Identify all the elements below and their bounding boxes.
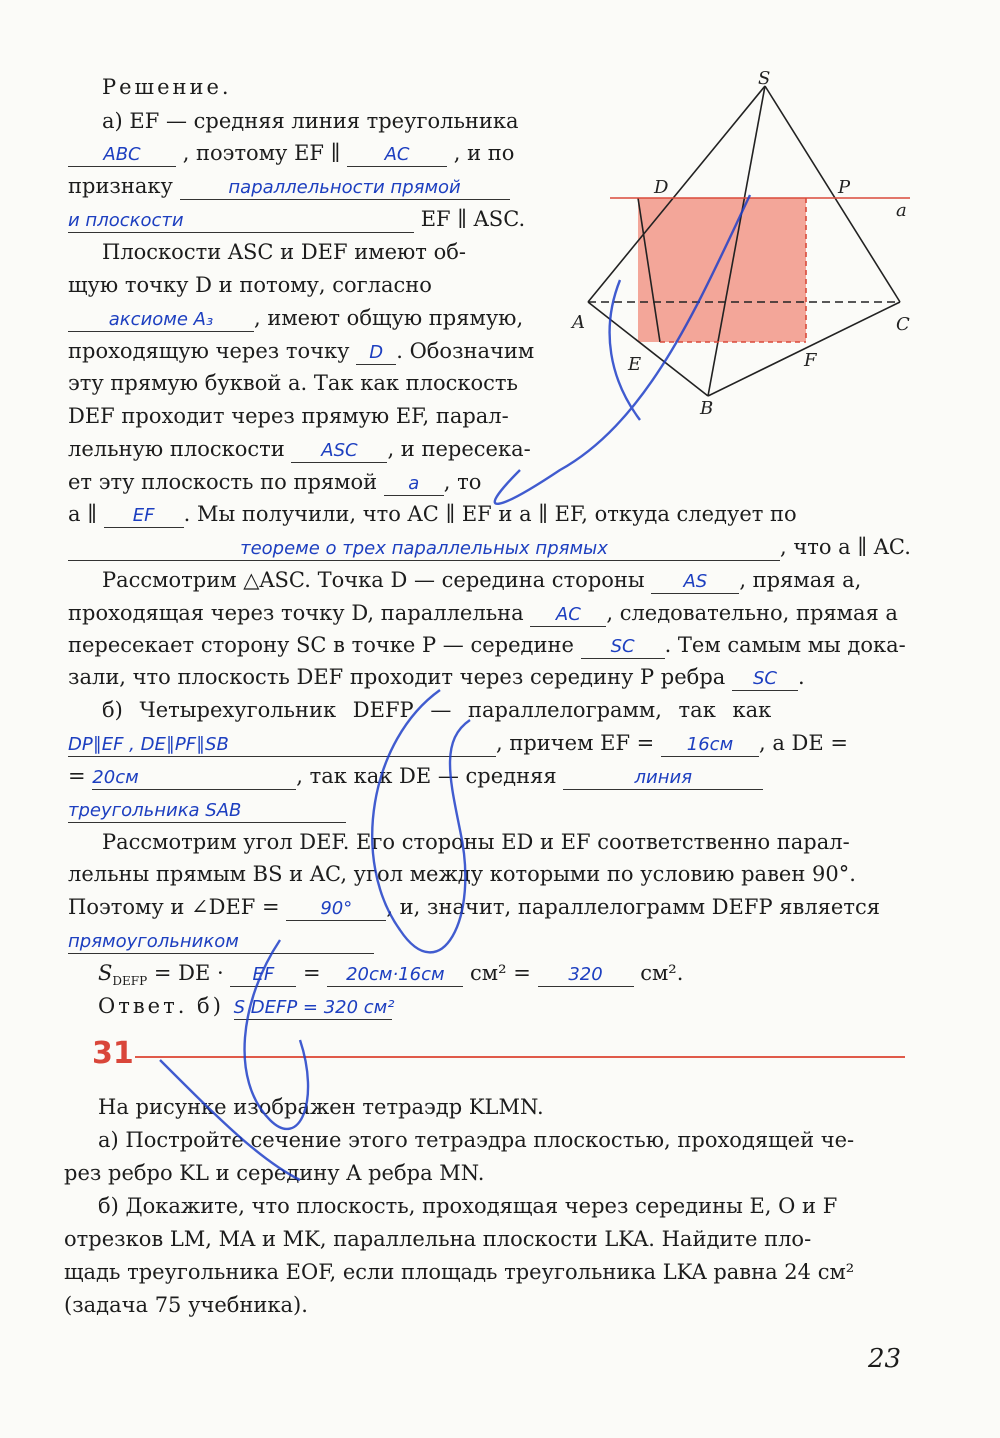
text: DEFP	[112, 974, 148, 989]
text: пересекает сторону SC в точке P — середине	[68, 633, 574, 657]
fill-ef-val: 16см	[661, 734, 759, 757]
fill-sc2: SC	[732, 668, 798, 691]
fill-area-expr: 20см·16см	[327, 964, 463, 987]
text: .	[797, 665, 805, 689]
task31-intro: На рисунке изображен тетраэдр KLMN.	[98, 1095, 544, 1119]
text: S	[98, 961, 113, 985]
text: , и по	[453, 141, 515, 165]
p2-l9	[68, 501, 797, 528]
label-B: B	[700, 398, 714, 418]
text: Поэтому и ∠DEF =	[68, 895, 280, 919]
text: . Обозначим	[396, 339, 535, 363]
fill-angle: 90°	[286, 898, 386, 921]
label-P: P	[838, 177, 851, 198]
fill-de-val: 20см	[92, 767, 296, 790]
area-line	[98, 960, 683, 994]
fill-a: a	[384, 473, 444, 496]
task31-a-l1: а) Постройте сечение этого тетраэдра плоскостью, проходящей че-	[98, 1128, 855, 1152]
text: зали, что плоскость DEF проходит через середину P ребра	[68, 665, 726, 689]
task31-b-l1: б) Докажите, что плоскость, проходящая через середины E, O и F	[98, 1194, 838, 1218]
fill-triangle-sab: треугольника SAB	[68, 800, 346, 823]
p2-l10	[68, 534, 911, 561]
label-A: A	[572, 312, 585, 333]
fill-theorem: теореме о трех параллельных прямых	[68, 538, 780, 561]
fill-rectangle: прямоугольником	[68, 931, 374, 954]
text: EF ∥	[294, 141, 341, 165]
p3-l1	[102, 567, 861, 594]
text: признаку	[68, 174, 173, 198]
line-criterion-2	[68, 206, 525, 233]
fill-asc: ASC	[291, 440, 387, 463]
line-a1: а) EF — средняя линия треугольника	[102, 109, 519, 133]
b4	[68, 796, 346, 823]
task31-a-l2: рез ребро KL и середину A ребра MN.	[64, 1161, 485, 1185]
fill-par-reason: DP∥EF , DE∥PF∥SB	[68, 734, 496, 757]
text: , и, значит, параллелограмм DEFP является	[386, 895, 880, 919]
label-S: S	[758, 68, 771, 89]
p2-l6: DEF проходит через прямую EF, парал-	[68, 404, 509, 428]
p4-l2: лельны прямым BS и AC, угол между которыми по условию равен 90°.	[68, 862, 856, 886]
p4-l1: Рассмотрим угол DEF. Его стороны ED и EF соответственно парал-	[102, 830, 850, 854]
p4-l3	[68, 894, 880, 921]
text: a ∥	[68, 502, 97, 526]
text: ет эту плоскость по прямой	[68, 470, 378, 494]
answer-line	[98, 993, 395, 1020]
task31-b-l3: щадь треугольника EOF, если площадь треугольника LKA равна 24 см²	[64, 1260, 855, 1284]
p3-l3	[68, 632, 906, 659]
p3-l2	[68, 600, 898, 627]
fill-criterion-2: и плоскости	[68, 210, 414, 233]
fill-d: D	[356, 342, 396, 365]
text: , следовательно, прямая a	[606, 601, 898, 625]
task31-b-l4: (задача 75 учебника).	[64, 1293, 308, 1317]
fill-sc: SC	[581, 636, 665, 659]
fill-line: линия	[563, 767, 763, 790]
text: =	[303, 961, 321, 985]
text: Рассмотрим △ASC. Точка D — середина стороны	[102, 568, 645, 592]
fill-area-val: 320	[538, 964, 634, 987]
b3	[68, 763, 763, 790]
pyramid-figure	[560, 68, 910, 418]
fill-criterion-1: параллельности прямой	[180, 177, 510, 200]
text: , то	[443, 470, 482, 494]
p2-l4	[68, 338, 534, 365]
text: , прямая a,	[739, 568, 862, 592]
p2-l2: щую точку D и потому, согласно	[68, 273, 432, 297]
label-F: F	[804, 350, 817, 371]
text: см².	[640, 961, 684, 985]
text: Ответ. б)	[98, 994, 224, 1018]
b1: б) Четырехугольник DEFP — параллелограмм, так как	[102, 698, 772, 722]
page-number: 23	[868, 1344, 902, 1374]
text: =	[68, 764, 86, 788]
text: . Мы получили, что AC ∥ EF и a ∥ EF, откуда следует по	[183, 502, 797, 526]
p3-l4	[68, 664, 805, 691]
fill-abc: ABC	[68, 144, 176, 167]
p2-l3	[68, 305, 523, 332]
fill-ac2: AC	[530, 604, 606, 627]
task-divider	[135, 1056, 905, 1058]
text: , что a ∥ AC.	[780, 535, 911, 559]
fill-ef: EF	[104, 505, 184, 528]
p2-l7	[68, 436, 531, 463]
text: проходящую через точку	[68, 339, 350, 363]
label-a: a	[896, 200, 907, 221]
text: , поэтому	[182, 141, 288, 165]
fill-ac: AC	[347, 144, 447, 167]
b2	[68, 730, 848, 757]
p2-l1: Плоскости ASC и DEF имеют об-	[102, 240, 466, 264]
fill-answer: S DEFP = 320 см²	[233, 997, 395, 1018]
text: , а DE =	[758, 731, 848, 755]
text: лельную плоскости	[68, 437, 285, 461]
p2-l5: эту прямую буквой a. Так как плоскость	[68, 371, 518, 395]
label-E: E	[628, 354, 642, 375]
p4-l4	[68, 927, 374, 954]
fill-axiom: аксиоме А₃	[68, 309, 254, 332]
text: = DE ·	[153, 961, 224, 985]
label-D: D	[654, 177, 669, 198]
fill-as: AS	[651, 571, 739, 594]
task31-b-l2: отрезков LM, MA и MK, параллельна плоскости LKA. Найдите пло-	[64, 1227, 812, 1251]
p2-l8	[68, 469, 481, 496]
text: проходящая через точку D, параллельна	[68, 601, 524, 625]
line-criterion	[68, 173, 510, 200]
label-C: C	[896, 314, 910, 335]
task-number: 31	[92, 1036, 134, 1071]
fill-ef3: EF	[230, 964, 296, 987]
solution-heading: Решение.	[102, 75, 232, 99]
text: , имеют общую прямую,	[254, 306, 524, 330]
text: , и пересека-	[387, 437, 531, 461]
text: EF ∥ ASC.	[420, 207, 526, 231]
text: . Тем самым мы дока-	[664, 633, 906, 657]
text: , так как DE — средняя	[296, 764, 557, 788]
text: , причем EF =	[496, 731, 655, 755]
text: см² =	[470, 961, 531, 985]
line-abc	[68, 140, 514, 167]
